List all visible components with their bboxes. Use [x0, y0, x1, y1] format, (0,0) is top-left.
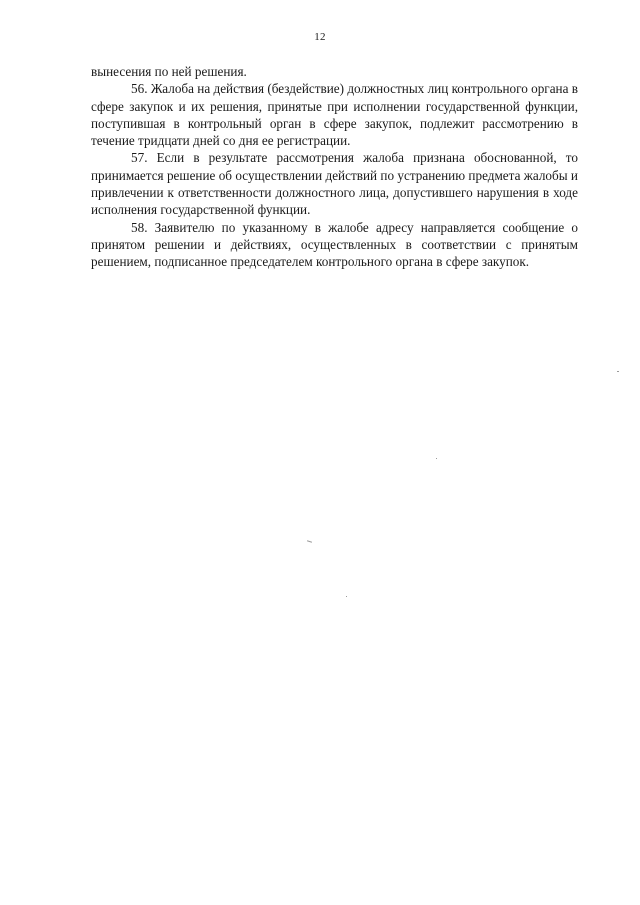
paragraph-56: 56. Жалоба на действия (бездействие) должностных лиц контрольного органа в сфере закупок и их решения, принятые при исполнении государственной функции, поступившая в контрольный орган в сфере закупок, подлежит рассмотрению в течение тридцати дней со дня ее регистрации.	[91, 81, 578, 149]
scan-speck	[346, 596, 347, 597]
body-text	[91, 63, 578, 271]
paragraph-58: 58. Заявителю по указанному в жалобе адресу направляется сообщение о принятом решении и действиях, осуществленных в соответствии с принятым решением, подписанное председателем контрольного органа в сфере закупок.	[91, 219, 578, 270]
scan-speck	[617, 371, 619, 372]
page-number: 12	[314, 31, 326, 43]
paragraph-continuation: вынесения по ней решения.	[91, 64, 247, 79]
scan-speck	[436, 458, 437, 459]
paragraph-57: 57. Если в результате рассмотрения жалоба признана обоснованной, то принимается решение об осуществлении действий по устранению предмета жалобы и привлечении к ответственности должностного лица, допустившего нарушения в ходе исполнения государственной функции.	[91, 150, 578, 218]
scan-speck	[307, 540, 312, 542]
